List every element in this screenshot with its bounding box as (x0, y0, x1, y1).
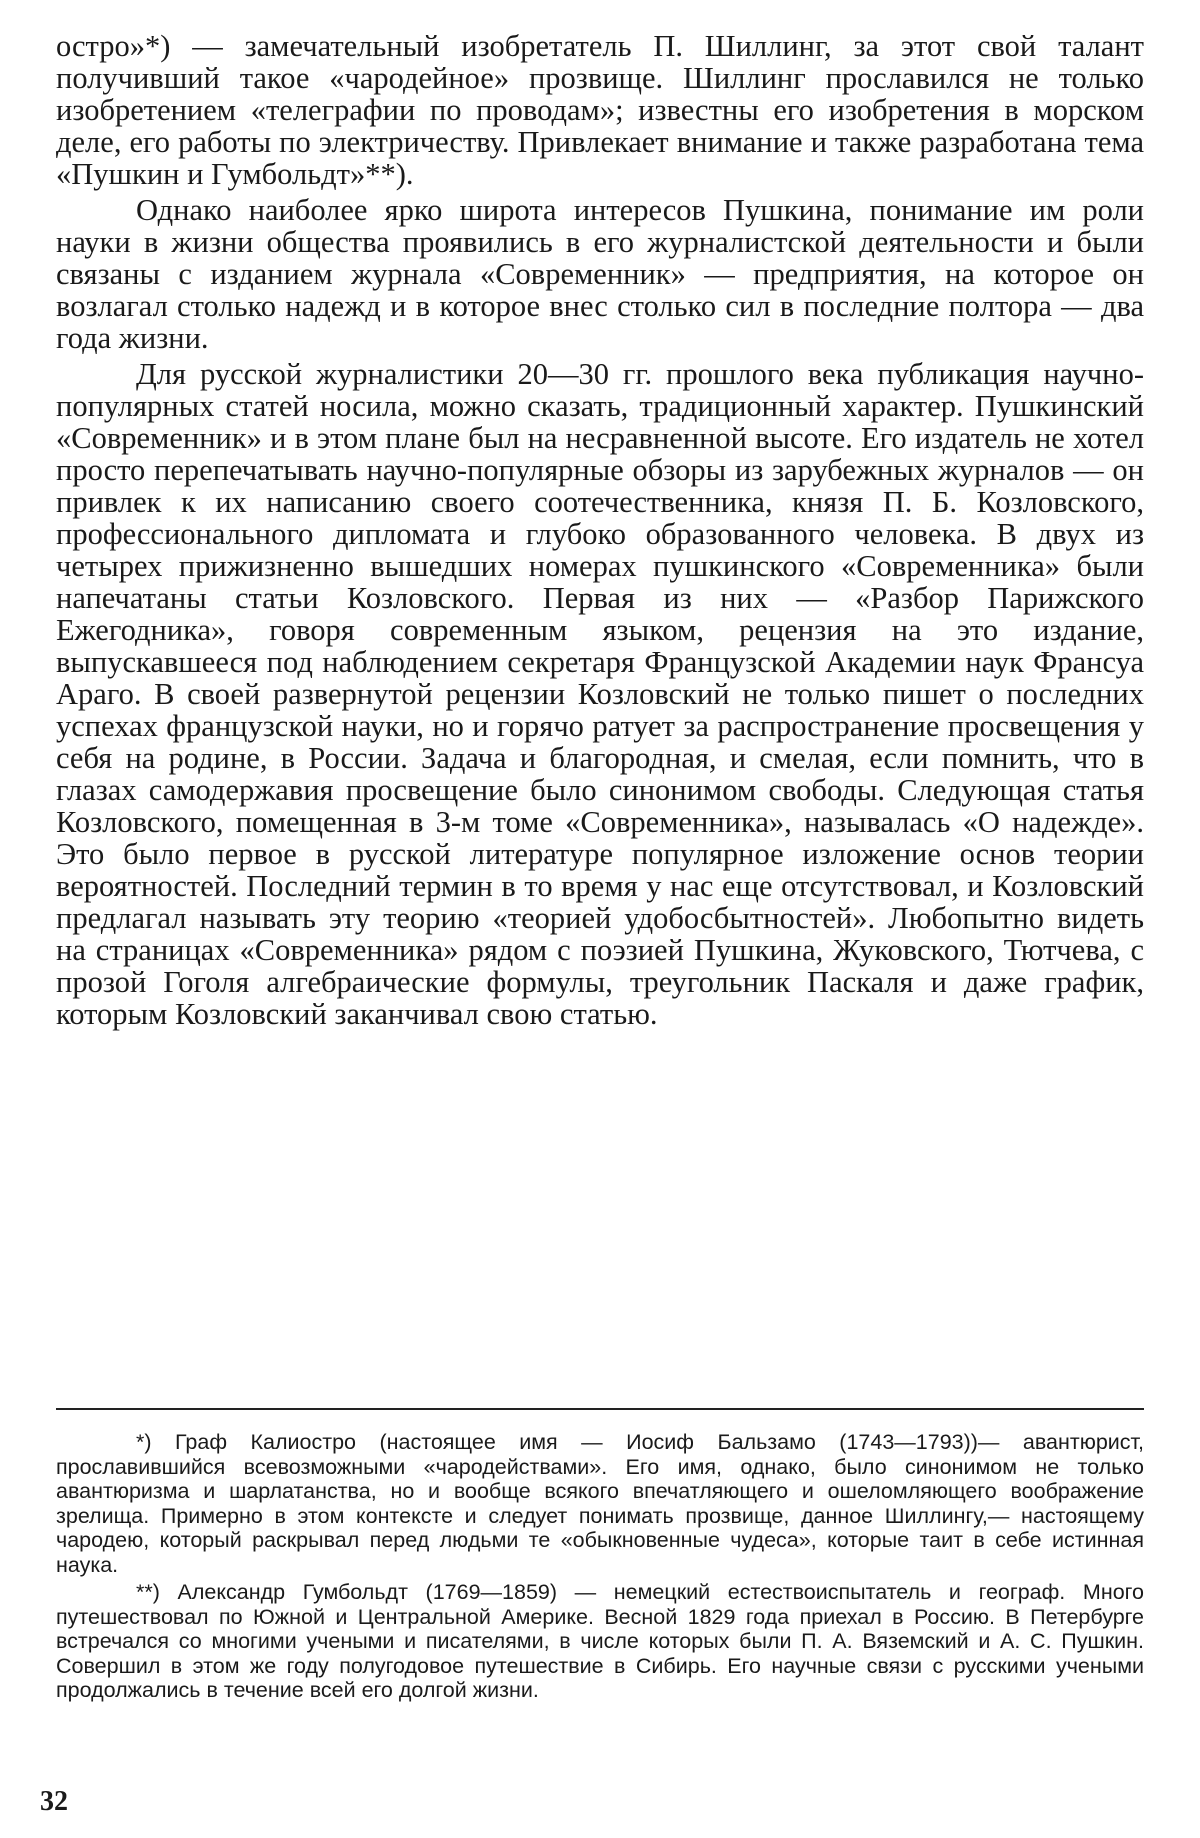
paragraph: Для русской журналистики 20—30 гг. прошлого века публикация научно-популярных статей носила, можно сказать, традиционный характер. Пушкинский «Современник» и в этом плане был на несравненной высоте. Его издатель не хотел просто перепечатывать научно-популярные обзоры из зарубежных журналов — он привлек к их написанию своего соотечественника, князя П. Б. Козловского, профессионального дипломата и глубоко образованного человека. В двух из четырех прижизненно вышедших номерах пушкинского «Современника» были напечатаны статьи Козловского. Первая из них — «Разбор Парижского Ежегодника», говоря современным языком, рецензия на это издание, выпускавшееся под наблюдением секретаря Французской Академии наук Франсуа Араго. В своей развернутой рецензии Козловский не только пишет о последних успехах французской науки, но и горячо ратует за распространение просвещения у себя на родине, в России. Задача и благородная, и смелая, если помнить, что в глазах самодержавия просвещение было синонимом свободы. Следующая статья Козловского, помещенная в 3-м томе «Современника», называлась «О надежде». Это было первое в русской литературе популярное изложение основ теории вероятностей. Последний термин в то время у нас еще отсутствовал, и Козловский предлагал называть эту теорию «теорией удобосбытностей». Любопытно видеть на страницах «Современника» рядом с поэзией Пушкина, Жуковского, Тютчева, с прозой Гоголя алгебраические формулы, треугольник Паскаля и даже график, которым Козловский заканчивал свою статью. (56, 357, 1144, 1031)
footnote-divider (56, 1408, 1144, 1410)
footnote-kaliostro: *) Граф Калиостро (настоящее имя — Иосиф Бальзамо (1743—1793))— авантюрист, прославившийся всевозможными «чародействами». Его имя, однако, было синонимом не только авантюризма и шарлатанства, но и вообще всякого впечатляющего и ошеломляющего воображение зрелища. Примерно в этом контексте и следует понимать прозвище, данное Шиллингу,— настоящему чародею, который раскрывал перед людьми те «обыкновенные чудеса», которые таит в себе истинная наука. (56, 1430, 1144, 1577)
paragraph: Однако наиболее ярко широта интересов Пушкина, понимание им роли науки в жизни общества проявились в его журналистской деятельности и были связаны с изданием журнала «Современник» — предприятия, на которое он возлагал столько надежд и в которое внес столько сил в последние полтора — два года жизни. (56, 193, 1144, 355)
footnotes (56, 1430, 1144, 1706)
main-text (56, 30, 1144, 1034)
page-number: 32 (40, 1786, 68, 1817)
footnote-humboldt: **) Александр Гумбольдт (1769—1859) — немецкий естествоиспытатель и географ. Много путешествовал по Южной и Центральной Америке. Весной 1829 года приехал в Россию. В Петербурге встречался со многими учеными и писателями, в числе которых были П. А. Вяземский и А. С. Пушкин. Совершил в этом же году полугодовое путешествие в Сибирь. Его научные связи с русскими учеными продолжались в течение всей его долгой жизни. (56, 1580, 1144, 1702)
paragraph-continuation: остро»*) — замечательный изобретатель П. Шиллинг, за этот свой талант получивший такое «чародейное» прозвище. Шиллинг прославился не только изобретением «телеграфии по проводам»; известны его изобретения в морском деле, его работы по электричеству. Привлекает внимание и также разработана тема «Пушкин и Гумбольдт»**). (56, 29, 1144, 191)
